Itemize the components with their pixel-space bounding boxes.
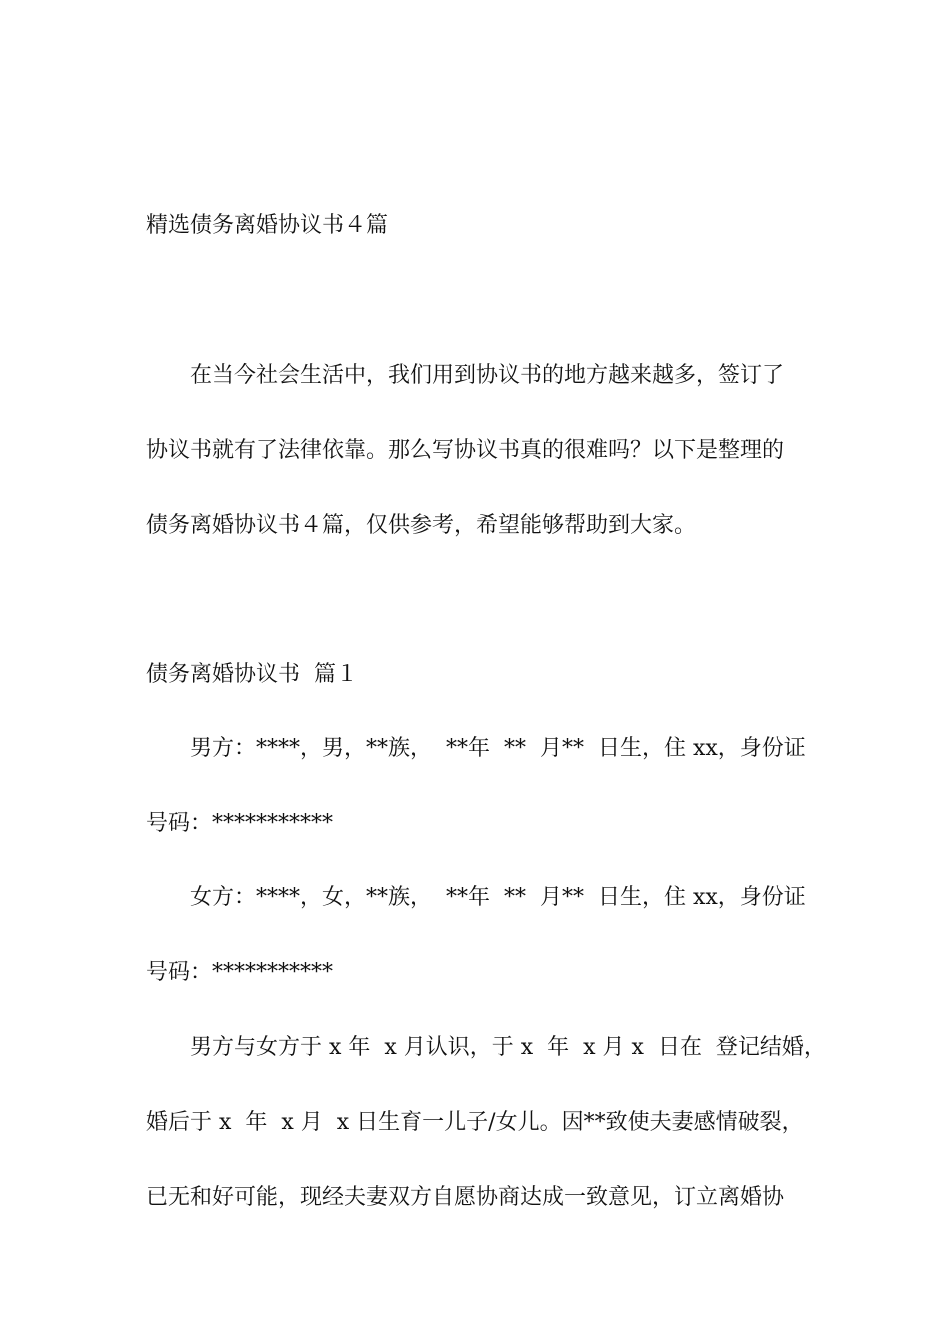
marriage-para-line-2: 婚后于 x 年 x 月 x 日生育一儿子/女儿。因**致使夫妻感情破裂， [146, 1110, 804, 1135]
marriage-para-line-1: 男方与女方于 x 年 x 月认识，于 x 年 x 月 x 日在 登记结婚， [190, 1035, 826, 1060]
female-info-line-2: 号码：*********** [146, 960, 334, 985]
intro-line-3: 债务离婚协议书４篇，仅供参考，希望能够帮助到大家。 [146, 513, 697, 538]
male-info-line-1: 男方：****，男，**族， **年 ** 月** 日生，住 xx，身份证 [190, 736, 806, 761]
marriage-para-line-3: 已无和好可能，现经夫妻双方自愿协商达成一致意见，订立离婚协 [146, 1185, 785, 1210]
document-title: 精选债务离婚协议书４篇 [146, 213, 389, 238]
section-heading: 债务离婚协议书 篇１ [146, 662, 358, 687]
intro-line-2: 协议书就有了法律依靠。那么写协议书真的很难吗？以下是整理的 [146, 438, 785, 463]
female-info-line-1: 女方：****，女，**族， **年 ** 月** 日生，住 xx，身份证 [190, 885, 806, 910]
male-info-line-2: 号码：*********** [146, 811, 334, 836]
intro-line-1: 在当今社会生活中，我们用到协议书的地方越来越多，签订了 [190, 363, 785, 388]
